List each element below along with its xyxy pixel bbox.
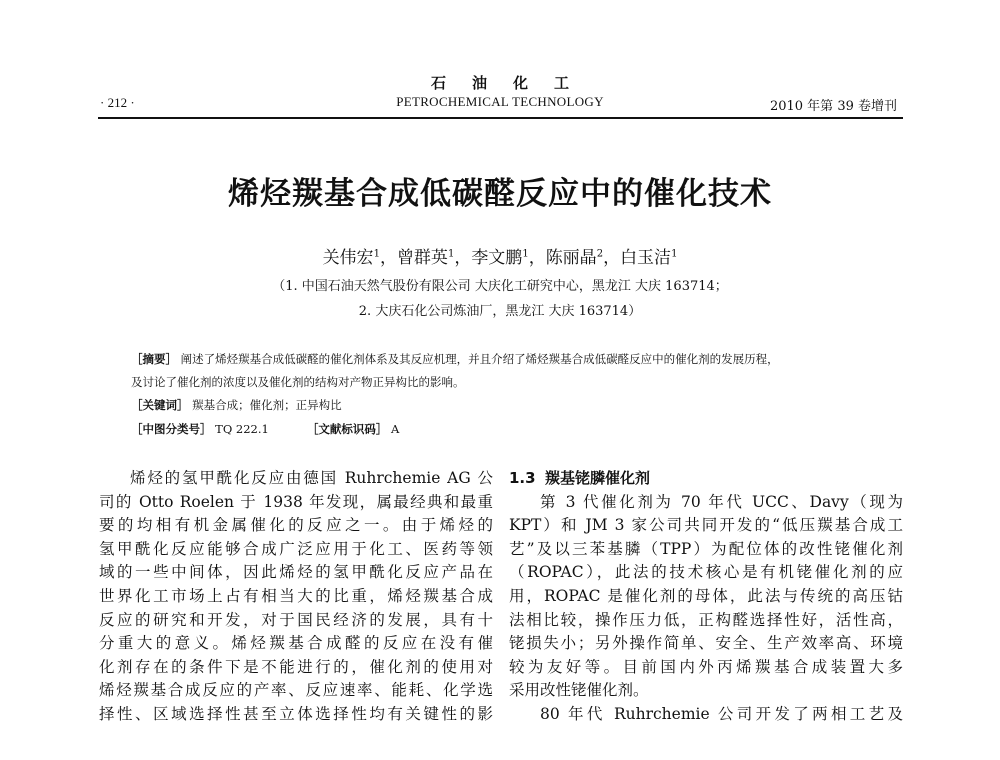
abstract-line	[131, 374, 891, 390]
body-line: 较为友好等。目前国内外丙烯羰基合成装置大多	[509, 657, 903, 676]
author-list: 关伟宏$^1$，曾群英$^1$，李文鹏$^1$，陈丽晶$^2$，白玉洁$^1$	[322, 248, 678, 268]
section-title: 羰基铑膦催化剂	[545, 469, 651, 487]
author-name: 白玉洁	[620, 248, 672, 268]
body-line: 择性、区域选择性甚至立体选择性均有关键性的影	[99, 704, 493, 723]
abstract-text: 及讨论了催化剂的浓度以及催化剂的结构对产物正异构比的影响。	[131, 375, 465, 389]
body-line: 用，ROPAC 是催化剂的母体，此法与传统的高压钴	[509, 586, 903, 605]
body-line: 80 年代 Ruhrchemie 公司开发了两相工艺及	[540, 704, 903, 723]
affiliation-line: 2. 大庆石化公司炼油厂，黑龙江 大庆 163714）	[358, 304, 642, 319]
body-line: 化剂存在的条件下是不能进行的，催化剂的使用对	[99, 657, 493, 676]
left-column	[99, 467, 493, 727]
author-affil-mark: 1	[671, 248, 678, 260]
body-line: 氢甲酰化反应能够合成广泛应用于化工、医药等领	[99, 539, 493, 558]
journal-title-en: PETROCHEMICAL TECHNOLOGY	[396, 94, 604, 109]
doc-code-value: A	[391, 422, 400, 436]
section-heading	[509, 467, 903, 491]
keywords-label: ［关键词］	[131, 398, 189, 412]
section-number: 1.3	[509, 469, 536, 487]
abstract-line	[131, 351, 891, 367]
body-line: 司的 Otto Roelen 于 1938 年发现，属最经典和最重	[99, 492, 493, 511]
body-line: 铑损失小；另外操作简单、安全、生产效率高、环境	[509, 634, 903, 653]
body-line: KPT）和 JM 3 家公司共同开发的“低压羰基合成工	[509, 516, 903, 535]
author-affil-mark: 2	[596, 248, 604, 260]
author-affil-mark: 1	[373, 248, 380, 260]
header-rule	[98, 117, 903, 119]
author-name: 陈丽晶	[545, 248, 597, 268]
keywords-text: 羰基合成；催化剂；正异构比	[192, 398, 342, 412]
author-name: 关伟宏	[322, 248, 374, 268]
body-line: 烯烃羰基合成反应的产率、反应速率、能耗、化学选	[99, 681, 493, 700]
keywords-line	[131, 397, 891, 413]
classification-line	[131, 421, 891, 437]
right-column	[509, 467, 903, 727]
affiliation-line: （1. 中国石油天然气股份有限公司 大庆化工研究中心，黑龙江 大庆 163714；	[272, 279, 728, 294]
body-line: 分重大的意义。烯烃羰基合成醛的反应在没有催	[99, 634, 493, 653]
author-name: 曾群英	[396, 248, 448, 268]
doc-code-label: ［文献标识码］	[306, 422, 388, 436]
page-number: · 212 ·	[100, 95, 135, 110]
body-line: （ROPAC），此法的技术核心是有机铑催化剂的应	[509, 563, 903, 582]
article-title: 烯烃羰基合成低碳醛反应中的催化技术	[228, 176, 772, 212]
journal-title-cn: 石油化工	[430, 74, 595, 92]
author-affil-mark: 1	[447, 248, 455, 260]
issue-info: 2010 年第 39 卷增刊	[769, 99, 897, 114]
body-line: 要的均相有机金属催化的反应之一。由于烯烃的	[99, 516, 493, 535]
body-line: 法相比较，操作压力低，正构醛选择性好，活性高，	[509, 610, 903, 629]
body-line: 世界化工市场上占有相当大的比重，烯烃羰基合成	[99, 586, 493, 605]
body-line: 第 3 代催化剂为 70 年代 UCC、Davy（现为	[540, 492, 903, 511]
body-line: 艺”及以三苯基膦（TPP）为配位体的改性铑催化剂	[509, 539, 903, 558]
class-value: TQ 222.1	[215, 422, 269, 436]
author-affil-mark: 1	[522, 248, 529, 260]
abstract-text: 阐述了烯烃羰基合成低碳醛的催化剂体系及其反应机理，并且介绍了烯烃羰基合成低碳醛反应中的催化剂的发展历程，	[180, 352, 779, 366]
class-label: ［中图分类号］	[131, 422, 212, 436]
abstract-label: ［摘要］	[131, 352, 177, 366]
body-line: 域的一些中间体，因此烯烃的氢甲酰化反应产品在	[99, 563, 493, 582]
body-line: 采用改性铑催化剂。	[509, 681, 649, 700]
author-name: 李文鹏	[471, 248, 523, 268]
body-line: 反应的研究和开发，对于国民经济的发展，具有十	[99, 610, 493, 629]
body-line: 烯烃的氢甲酰化反应由德国 Ruhrchemie AG 公	[130, 469, 493, 487]
